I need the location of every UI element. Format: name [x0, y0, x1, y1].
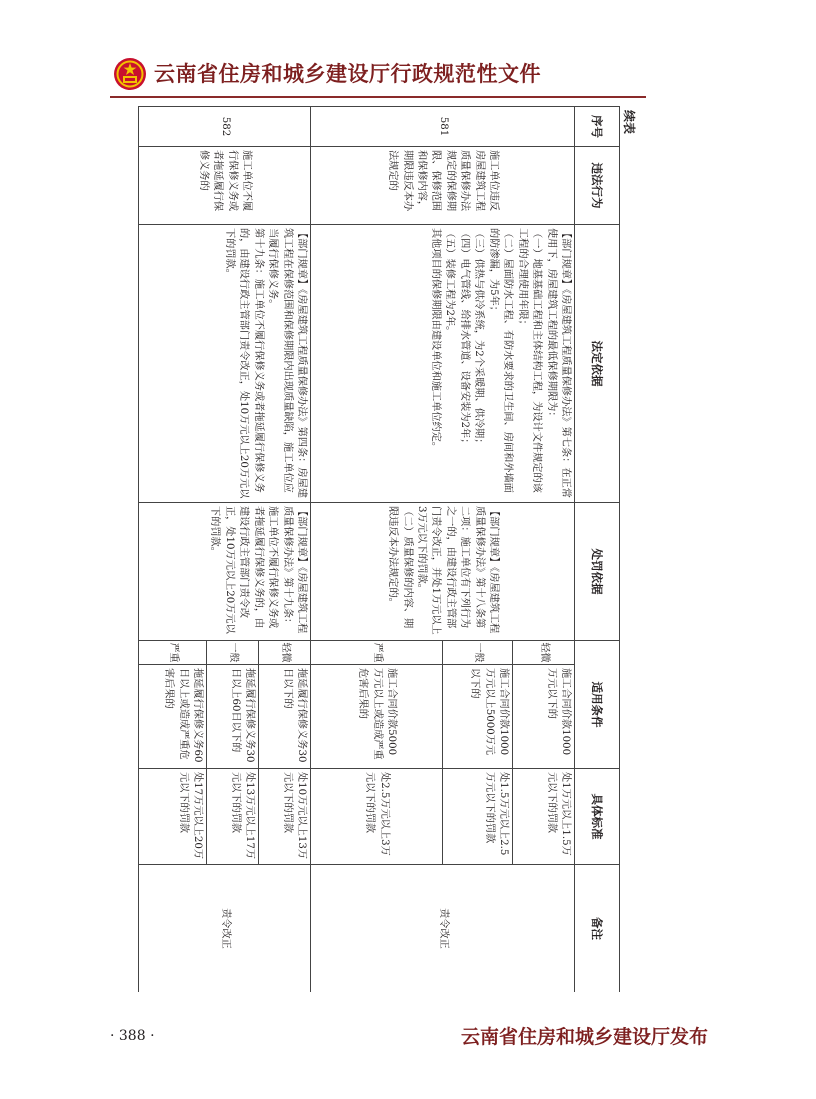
condition-cell: 施工合同价款5000万元以上或造成严重危害后果的	[311, 665, 443, 769]
level-cell: 严重	[139, 641, 207, 665]
row-number: 582	[139, 107, 311, 147]
condition-cell: 拖延履行保修义务60日以上或造成严重危害后果的	[139, 665, 207, 769]
condition-cell: 拖延履行保修义务30日以下的	[259, 665, 311, 769]
document-header	[110, 52, 670, 96]
condition-cell: 施工合同价款1000万元以上5000万元以下的	[443, 665, 513, 769]
rotated-table-area	[118, 106, 644, 992]
header-title: 云南省住房和城乡建设厅行政规范性文件	[154, 62, 541, 86]
level-cell: 一般	[443, 641, 513, 665]
standard-cell: 处2.5万元以上3万元以下的罚款	[311, 769, 443, 865]
row-number: 581	[311, 107, 575, 147]
col-header-condition: 适用条件	[575, 641, 620, 769]
page-number: · 388 ·	[110, 1028, 155, 1044]
standard-cell: 处1万元以上1.5万元以下的罚款	[513, 769, 575, 865]
condition-cell: 拖延履行保修义务30日以上60日以下的	[207, 665, 259, 769]
condition-cell: 施工合同价款1000万元以下的	[513, 665, 575, 769]
penalty-basis-cell: 【部门规章】《房屋建筑工程质量保修办法》第十八条第二项：施工单位有下列行为之一的，由建设行政主管部门责令改正，并处1万元以上3万元以下的罚款。 （二）质量保修的内容、期限违反本办法规定的。	[311, 503, 575, 641]
col-header-no: 序号	[575, 107, 620, 147]
col-header-legal-basis: 法定依据	[575, 225, 620, 503]
level-cell: 一般	[207, 641, 259, 665]
table-row	[259, 107, 311, 993]
standard-cell: 处17万元以上20万元以下的罚款	[139, 769, 207, 865]
table-header-row	[575, 107, 620, 993]
header-rule	[110, 96, 646, 98]
legal-basis-cell: 【部门规章】《房屋建筑工程质量保修办法》第四条：房屋建筑工程在保修范围和保修期限内出现质量缺陷，施工单位应当履行保修义务。 第十九条：施工单位不履行保修义务或者拖延履行保修义务的，由建设行政主管部门责令改正，处10万元以上20万元以下的罚款。	[139, 225, 311, 503]
standard-cell: 处10万元以上13万元以下的罚款	[259, 769, 311, 865]
violation-cell: 施工单位不履行保修义务或者拖延履行保修义务的	[139, 147, 311, 225]
table-row	[513, 107, 575, 993]
col-header-violation: 违法行为	[575, 147, 620, 225]
continued-label: 续表	[622, 110, 636, 135]
national-emblem-icon	[113, 57, 147, 91]
standard-cell: 处13万元以上17万元以下的罚款	[207, 769, 259, 865]
violation-cell: 施工单位违反房屋建筑工程质量保修办法规定的保修期限、保修范围和保修内容，期限违反本办法规定的	[311, 147, 575, 225]
remark-cell: 责令改正	[139, 865, 311, 993]
penalty-standard-table	[138, 106, 620, 992]
publisher-label: 云南省住房和城乡建设厅发布	[460, 1026, 708, 1048]
level-cell: 轻微	[513, 641, 575, 665]
standard-cell: 处1.5万元以上2.5万元以下的罚款	[443, 769, 513, 865]
col-header-standard: 具体标准	[575, 769, 620, 865]
remark-cell: 责令改正	[311, 865, 575, 993]
col-header-remark: 备注	[575, 865, 620, 993]
penalty-basis-cell: 【部门规章】《房屋建筑工程质量保修办法》第十九条：施工单位不履行保修义务或者拖延履行保修义务的，由建设行政主管部门责令改正，处10万元以上20万元以下的罚款。	[139, 503, 311, 641]
legal-basis-cell: 【部门规章】《房屋建筑工程质量保修办法》第七条：在正常使用下，房屋建筑工程的最低保修期限为： （一）地基基础工程和主体结构工程，为设计文件规定的该工程的合理使用年限； （二）屋面防水工程、有防水要求的卫生间、房间和外墙面的防渗漏，为5年； （三）供热与供冷系统，为2个采暖期、供冷期； （四）电气管线、给排水管道、设备安装为2年； （五）装修工程为2年。 其他项目的保修期限由建设单位和施工单位约定。	[311, 225, 575, 503]
level-cell: 严重	[311, 641, 443, 665]
level-cell: 轻微	[259, 641, 311, 665]
col-header-penalty-basis: 处罚依据	[575, 503, 620, 641]
